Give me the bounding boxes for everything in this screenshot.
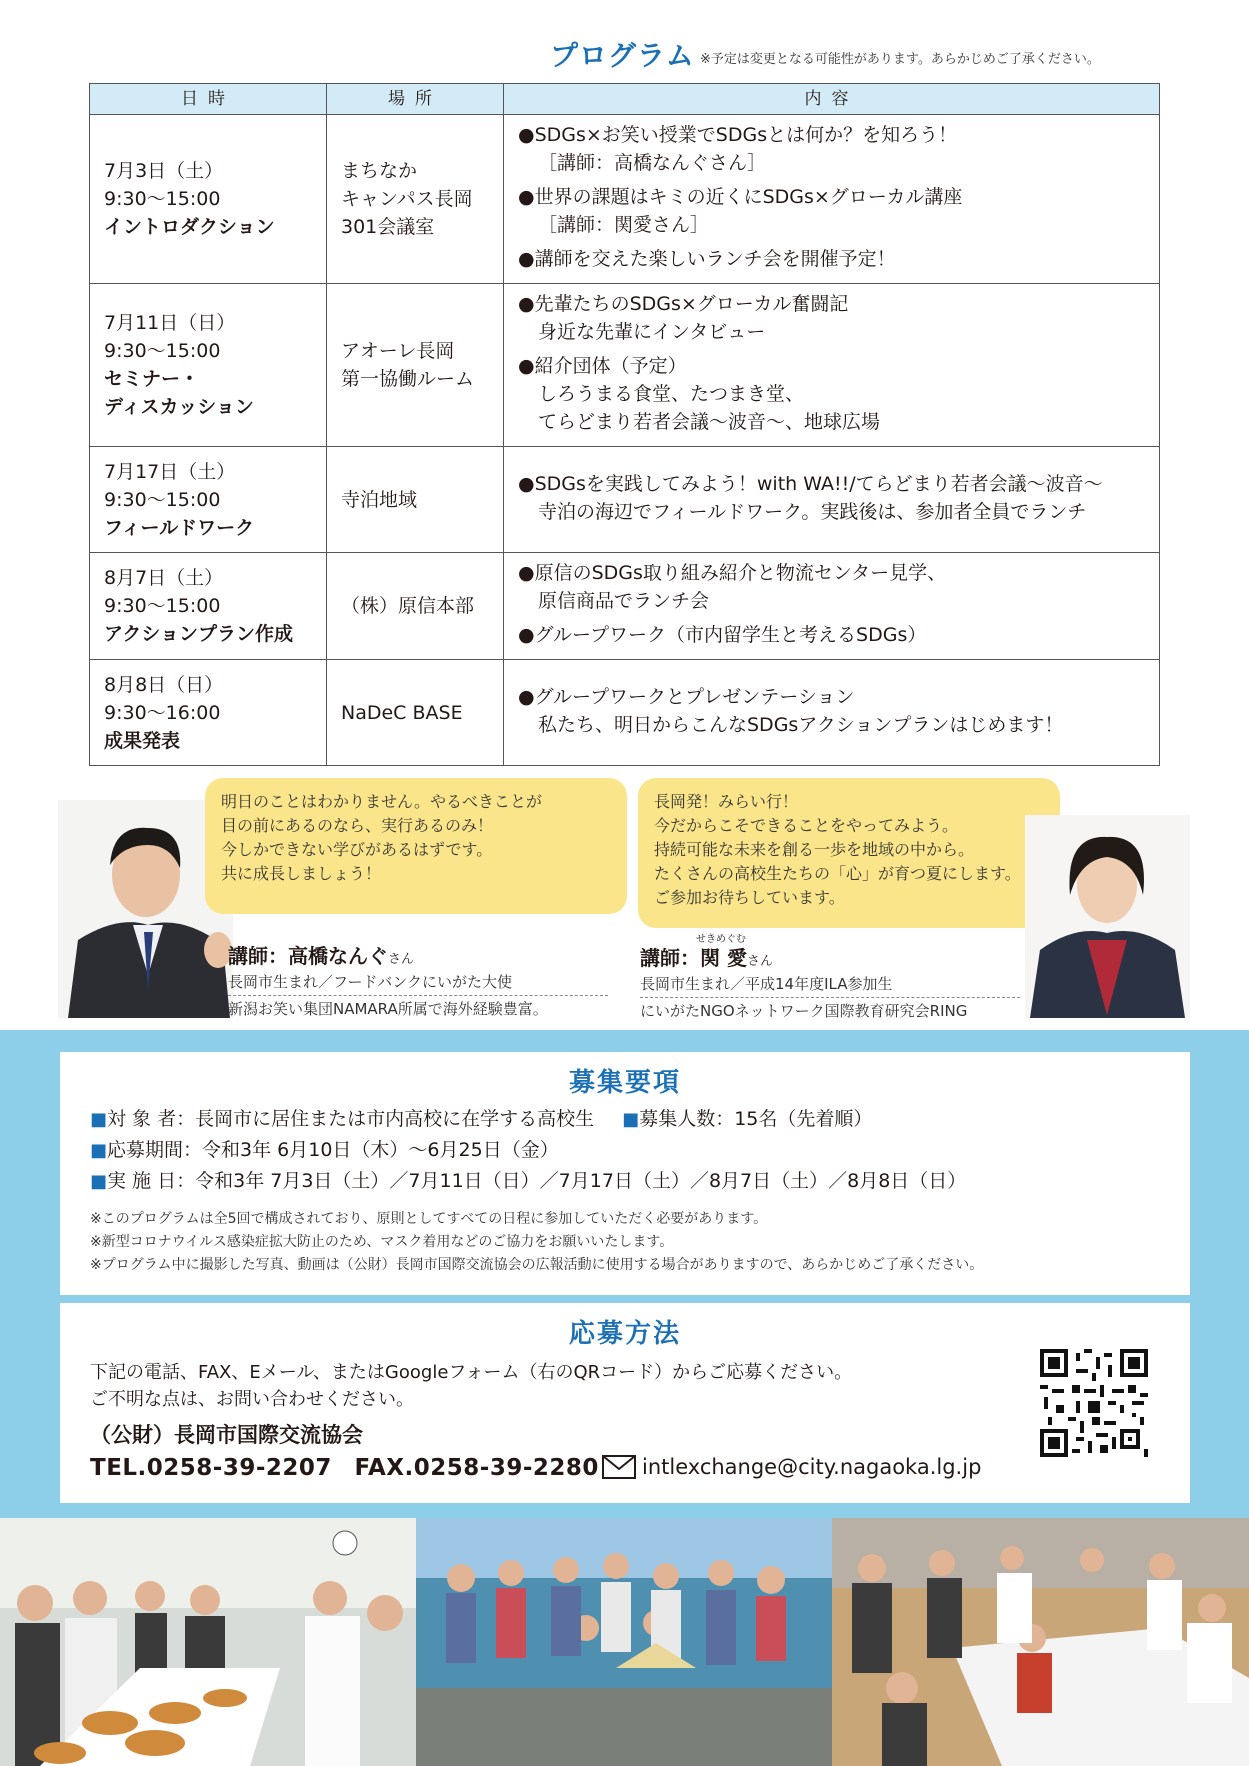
bubble-line: 長岡発！みらい行！ xyxy=(654,792,799,811)
dates-label: 実 施 日： xyxy=(107,1170,196,1192)
place-cell xyxy=(327,553,504,660)
contact-line xyxy=(90,1455,599,1481)
profile-line: にいがたNGOネットワーク国際教育研究会RING xyxy=(640,1002,968,1020)
program-title: プログラム xyxy=(550,39,695,72)
time: 9:30〜15:00 xyxy=(104,595,221,617)
square-icon: ■ xyxy=(90,1171,108,1192)
bubble-line: 持続可能な未来を創る一歩を地域の中から。 xyxy=(654,840,975,859)
content-item xyxy=(518,559,1147,615)
honorific: さん xyxy=(746,954,773,969)
content-line: てらどまり若者会議〜波音〜、地球広場 xyxy=(538,411,881,433)
name-prefix: 講師： xyxy=(640,946,700,970)
date: 7月17日（土） xyxy=(104,460,236,483)
target-label: 対 象 者： xyxy=(107,1108,196,1130)
place-cell xyxy=(327,660,504,766)
place-line: （株）原信本部 xyxy=(341,595,475,617)
content-item xyxy=(518,683,1147,739)
org-name: （公財）長岡市国際交流協会 xyxy=(90,1423,363,1447)
place-line: 寺泊地域 xyxy=(341,488,418,511)
bubble-line: たくさんの高校生たちの「心」が育つ夏にします。 xyxy=(654,864,1021,883)
bubble-tail xyxy=(975,900,1015,930)
session-label: ディスカッション xyxy=(104,396,254,418)
bubble-tail xyxy=(235,885,275,915)
speaker-right-info xyxy=(640,930,1020,1024)
content-line: 原信商品でランチ会 xyxy=(538,590,710,612)
date: 7月3日（土） xyxy=(104,160,224,182)
tel: TEL.0258-39-2207 xyxy=(90,1455,332,1481)
content-item xyxy=(518,245,1147,273)
email-address[interactable]: intlexchange@city.nagaoka.lg.jp xyxy=(642,1455,982,1479)
bubble-line: 共に成長しましょう！ xyxy=(221,864,382,883)
note-line: ※プログラム中に撮影した写真、動画は（公財）長岡市国際交流協会の広報活動に使用する場合がありますので、あらかじめご了承ください。 xyxy=(90,1257,984,1273)
place-line: 第一協働ルーム xyxy=(341,368,475,390)
recruit-notes xyxy=(90,1208,1180,1277)
bubble-line: ご参加お待ちしています。 xyxy=(654,888,845,907)
period-value: 令和3年 6月10日（木）〜6月25日（金） xyxy=(202,1139,559,1161)
content-line: ●世界の課題はキミの近くにSDGs×グローカル講座 xyxy=(518,186,963,208)
date-cell xyxy=(90,284,327,447)
profile-line: 長岡市生まれ／平成14年度ILA参加生 xyxy=(640,971,1020,998)
dates-value: 令和3年 7月3日（土）／7月11日（日）／7月17日（土）／8月7日（土）／8月8日（日） xyxy=(195,1170,967,1192)
email-block[interactable] xyxy=(602,1455,981,1479)
square-icon: ■ xyxy=(90,1140,108,1161)
date-cell xyxy=(90,660,327,766)
content-line: ［講師：高橋なんぐさん］ xyxy=(538,152,767,174)
name-prefix: 講師： xyxy=(228,944,288,968)
honorific: さん xyxy=(388,952,415,967)
apply-title: 応募方法 xyxy=(568,1319,681,1349)
content-cell xyxy=(504,660,1160,766)
speaker-left-info xyxy=(228,940,608,1022)
place-cell xyxy=(327,284,504,447)
speaker-right-name xyxy=(640,942,1020,971)
session-label: アクションプラン作成 xyxy=(104,623,294,645)
recruit-target-line xyxy=(90,1104,872,1135)
bubble-line: 目の前にあるのなら、実行あるのみ！ xyxy=(221,816,494,835)
recruit-period-line xyxy=(90,1135,559,1166)
content-line: ●グループワーク（市内留学生と考えるSDGs） xyxy=(518,624,927,646)
content-item xyxy=(518,121,1147,177)
name-ruby: せきめぐむ xyxy=(696,934,746,945)
apply-line: 下記の電話、FAX、Eメール、またはGoogleフォーム（右のQRコード）からご応募ください。 xyxy=(90,1362,853,1383)
count-label: 募集人数： xyxy=(639,1108,735,1130)
recruit-title: 募集要項 xyxy=(568,1068,681,1098)
qr-code[interactable] xyxy=(1040,1349,1148,1457)
session-label: イントロダクション xyxy=(104,216,275,238)
photo-workshop xyxy=(832,1518,1249,1766)
place-cell xyxy=(327,115,504,284)
session-label: 成果発表 xyxy=(104,729,181,752)
content-line: ●SDGs×お笑い授業でSDGsとは何か？を知ろう！ xyxy=(518,124,958,146)
content-line: 寺泊の海辺でフィールドワーク。実践後は、参加者全員でランチ xyxy=(538,500,1087,523)
content-line: ［講師：関愛さん］ xyxy=(538,214,710,236)
table-row xyxy=(90,447,1160,553)
time: 9:30〜15:00 xyxy=(104,488,221,511)
target-value: 長岡市に居住または市内高校に在学する高校生 xyxy=(195,1108,595,1130)
date-cell xyxy=(90,115,327,284)
content-cell xyxy=(504,553,1160,660)
place-line: キャンパス長岡 xyxy=(341,188,473,210)
square-icon: ■ xyxy=(90,1109,108,1130)
note-line: ※このプログラムは全5回で構成されており、原則としてすべての日程に参加していただく必要があります。 xyxy=(90,1211,768,1227)
content-line: 身近な先輩にインタビュー xyxy=(538,321,766,343)
schedule-table xyxy=(89,83,1160,766)
session-label: フィールドワーク xyxy=(104,516,255,539)
content-item xyxy=(518,183,1147,239)
photo-beach xyxy=(416,1518,832,1766)
content-item xyxy=(518,290,1147,346)
place-cell xyxy=(327,447,504,553)
content-item xyxy=(518,352,1147,436)
name: 関 愛 xyxy=(700,946,747,970)
photo-lunch xyxy=(0,1518,416,1766)
table-row xyxy=(90,660,1160,766)
header-content: 内容 xyxy=(504,84,1160,115)
bubble-line: 明日のことはわかりません。やるべきことが xyxy=(221,792,542,811)
note-line: ※新型コロナウイルス感染症拡大防止のため、マスク着用などのご協力をお願いいたします。 xyxy=(90,1234,674,1250)
content-line: ●講師を交えた楽しいランチ会を開催予定！ xyxy=(518,248,896,270)
recruit-panel xyxy=(60,1052,1190,1295)
table-row xyxy=(90,553,1160,660)
fax: FAX.0258-39-2280 xyxy=(354,1455,599,1481)
content-cell xyxy=(504,284,1160,447)
place-line: アオーレ長岡 xyxy=(341,340,455,362)
content-item xyxy=(518,621,1147,649)
period-label: 応募期間： xyxy=(107,1139,203,1161)
profile-line: 新潟お笑い集団NAMARA所属で海外経験豊富。 xyxy=(228,1000,548,1018)
place-line: まちなか xyxy=(341,160,418,182)
date: 8月8日（日） xyxy=(104,673,224,696)
place-line: NaDeC BASE xyxy=(341,701,463,724)
content-line: ●先輩たちのSDGs×グローカル奮闘記 xyxy=(518,293,849,315)
content-cell xyxy=(504,115,1160,284)
speaker-right-photo xyxy=(1025,815,1190,1018)
table-header-row xyxy=(90,84,1160,115)
recruit-dates-line xyxy=(90,1166,966,1197)
date-cell xyxy=(90,553,327,660)
apply-line: ご不明な点は、お問い合わせください。 xyxy=(90,1389,414,1410)
square-icon: ■ xyxy=(622,1109,640,1130)
bubble-line: 今しかできない学びがあるはずです。 xyxy=(221,840,493,859)
content-line: ●SDGsを実践してみよう！with WA!!/てらどまり若者会議〜波音〜 xyxy=(518,472,1103,495)
table-row xyxy=(90,115,1160,284)
time: 9:30〜15:00 xyxy=(104,188,221,210)
bubble-line: 今だからこそできることをやってみよう。 xyxy=(654,816,959,835)
profile-line: 長岡市生まれ／フードバンクにいがた大使 xyxy=(228,969,608,996)
session-label: セミナー・ xyxy=(104,368,200,390)
date: 7月11日（日） xyxy=(104,312,236,334)
program-note: ※予定は変更となる可能性があります。あらかじめご了承ください。 xyxy=(700,52,1100,67)
time: 9:30〜15:00 xyxy=(104,340,221,362)
header-place: 場所 xyxy=(327,84,504,115)
time: 9:30〜16:00 xyxy=(104,701,221,724)
content-item xyxy=(518,470,1147,526)
date: 8月7日（土） xyxy=(104,567,224,589)
table-row xyxy=(90,284,1160,447)
content-line: ●紹介団体（予定） xyxy=(518,355,687,377)
content-cell xyxy=(504,447,1160,553)
content-line: ●グループワークとプレゼンテーション xyxy=(518,685,855,708)
content-line: ●原信のSDGs取り組み紹介と物流センター見学、 xyxy=(518,562,947,584)
header-date: 日時 xyxy=(90,84,327,115)
speaker-left-name xyxy=(228,940,608,969)
date-cell xyxy=(90,447,327,553)
mail-icon xyxy=(602,1455,636,1479)
apply-text xyxy=(90,1359,852,1413)
place-line: 301会議室 xyxy=(341,216,435,238)
name: 高橋なんぐ xyxy=(288,944,388,968)
content-line: しろうまる食堂、たつまき堂、 xyxy=(538,383,805,405)
apply-panel xyxy=(60,1303,1190,1503)
count-value: 15名（先着順） xyxy=(734,1108,873,1130)
content-line: 私たち、明日からこんなSDGsアクションプランはじめます！ xyxy=(538,713,1064,736)
